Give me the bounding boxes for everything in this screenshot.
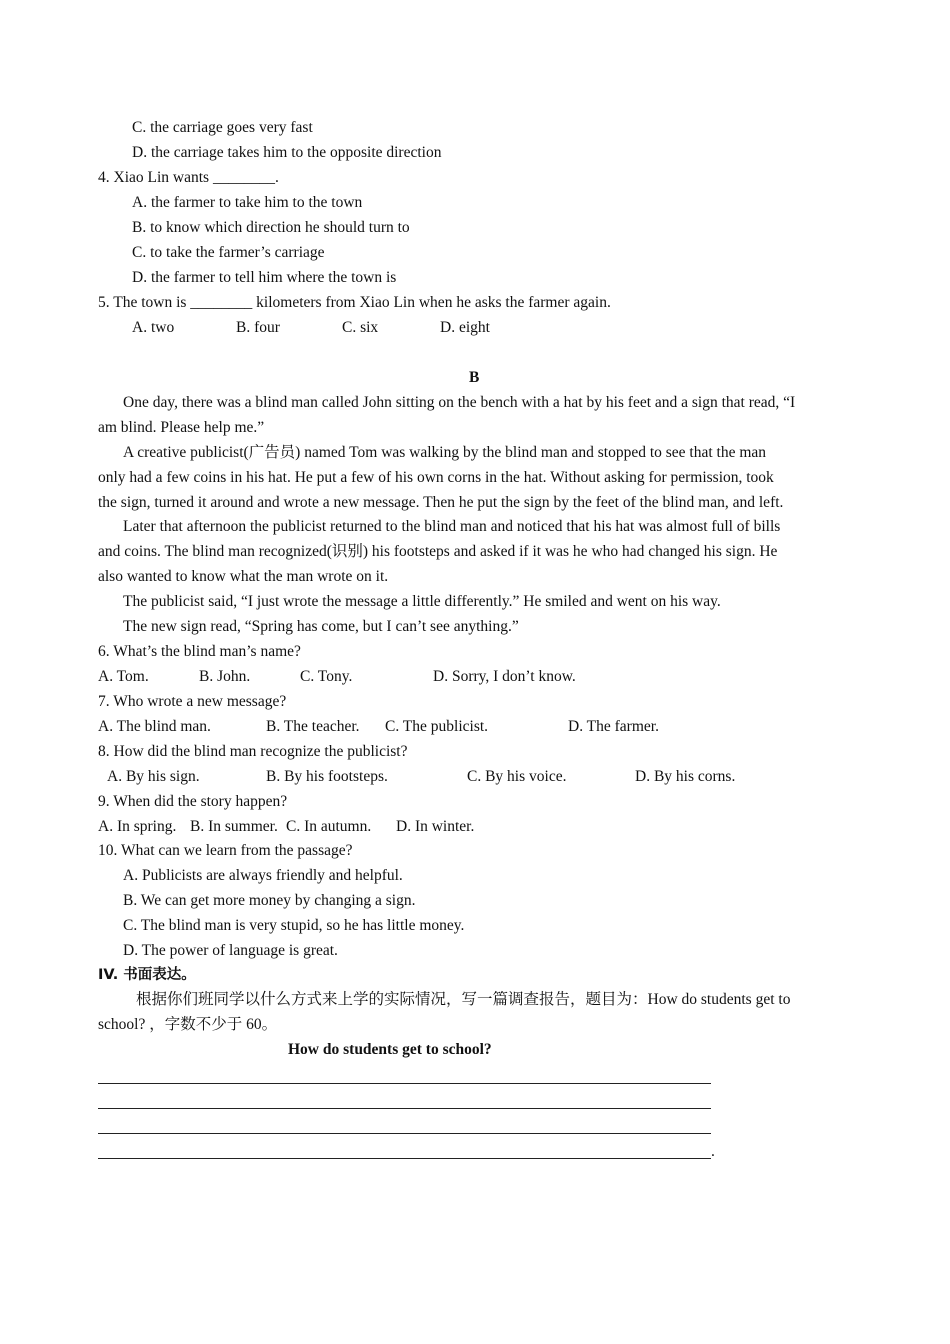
passage-p1-line1: One day, there was a blind man called John sitting on the bench with a hat by his feet and a sign that read, “I bbox=[123, 394, 796, 411]
q7-option-d: D. The farmer. bbox=[568, 718, 659, 735]
q6-option-c: C. Tony. bbox=[300, 668, 353, 685]
q4-option-a: A. the farmer to take him to the town bbox=[132, 194, 363, 211]
q6-question: 6. What’s the blind man’s name? bbox=[98, 643, 301, 660]
passage-p2-line2: only had a few coins in his hat. He put a few of his own corns in the hat. Without asking for permission, took bbox=[98, 469, 774, 486]
passage-p4: The publicist said, “I just wrote the message a little differently.” He smiled and went on his way. bbox=[123, 593, 721, 610]
q4-option-b: B. to know which direction he should turn to bbox=[132, 219, 410, 236]
passage-p2-line3: the sign, turned it around and wrote a new message. Then he put the sign by the feet of the blind man, and left. bbox=[98, 494, 784, 511]
q8-option-d: D. By his corns. bbox=[635, 768, 736, 785]
q10-question: 10. What can we learn from the passage? bbox=[98, 842, 353, 859]
q9-question: 9. When did the story happen? bbox=[98, 793, 288, 810]
q7-option-c: C. The publicist. bbox=[385, 718, 489, 735]
q8-option-c: C. By his voice. bbox=[467, 768, 567, 785]
writing-line bbox=[98, 1158, 711, 1159]
q7-option-b: B. The teacher. bbox=[266, 718, 360, 735]
writing-line bbox=[98, 1083, 711, 1084]
q10-option-c: C. The blind man is very stupid, so he has little money. bbox=[123, 917, 465, 934]
q10-option-a: A. Publicists are always friendly and helpful. bbox=[123, 867, 403, 884]
q10-option-b: B. We can get more money by changing a sign. bbox=[123, 892, 416, 909]
q10-option-d: D. The power of language is great. bbox=[123, 942, 338, 959]
q6-option-d: D. Sorry, I don’t know. bbox=[433, 668, 576, 685]
passage-heading: B bbox=[469, 369, 480, 386]
passage-p5: The new sign read, “Spring has come, but I can’t see anything.” bbox=[123, 618, 519, 635]
q8-option-a: A. By his sign. bbox=[107, 768, 200, 785]
passage-p3-line3: also wanted to know what the man wrote on it. bbox=[98, 568, 389, 585]
q3-option-c: C. the carriage goes very fast bbox=[132, 119, 313, 136]
q6-option-b: B. John. bbox=[199, 668, 251, 685]
q9-option-a: A. In spring. bbox=[98, 818, 177, 835]
q9-option-b: B. In summer. bbox=[190, 818, 278, 835]
q5-option-c: C. six bbox=[342, 319, 379, 336]
q7-option-a: A. The blind man. bbox=[98, 718, 211, 735]
q4-option-c: C. to take the farmer’s carriage bbox=[132, 244, 325, 261]
q8-option-b: B. By his footsteps. bbox=[266, 768, 388, 785]
q5-question: 5. The town is ________ kilometers from Xiao Lin when he asks the farmer again. bbox=[98, 294, 611, 311]
q9-option-c: C. In autumn. bbox=[286, 818, 372, 835]
essay-title: How do students get to school? bbox=[288, 1041, 492, 1058]
q7-question: 7. Who wrote a new message? bbox=[98, 693, 287, 710]
q6-option-a: A. Tom. bbox=[98, 668, 149, 685]
passage-p3-line2: and coins. The blind man recognized(识别) his footsteps and asked if it was he who had changed his sign. He bbox=[98, 543, 778, 560]
q5-option-b: B. four bbox=[236, 319, 280, 336]
q4-option-d: D. the farmer to tell him where the town is bbox=[132, 269, 397, 286]
writing-line bbox=[98, 1108, 711, 1109]
passage-p1-line2: am blind. Please help me.” bbox=[98, 419, 265, 436]
q5-option-a: A. two bbox=[132, 319, 175, 336]
section-iv-instruction-line2: school? ，字数不少于 60。 bbox=[98, 1016, 278, 1033]
writing-line bbox=[98, 1133, 711, 1134]
q4-question: 4. Xiao Lin wants ________. bbox=[98, 169, 279, 186]
q9-option-d: D. In winter. bbox=[396, 818, 475, 835]
section-iv-heading: IV. 书面表达。 bbox=[98, 967, 196, 983]
q3-option-d: D. the carriage takes him to the opposite direction bbox=[132, 144, 442, 161]
section-iv-instruction-line1: 根据你们班同学以什么方式来上学的实际情况，写一篇调查报告，题目为：How do students get to bbox=[136, 991, 791, 1008]
passage-p3-line1: Later that afternoon the publicist returned to the blind man and noticed that his hat was almost full of bills bbox=[123, 518, 781, 535]
passage-p2-line1: A creative publicist(广告员) named Tom was walking by the blind man and stopped to see that the man bbox=[123, 444, 767, 461]
q8-question: 8. How did the blind man recognize the publicist? bbox=[98, 743, 408, 760]
writing-end-mark: . bbox=[711, 1143, 715, 1160]
q5-option-d: D. eight bbox=[440, 319, 490, 336]
